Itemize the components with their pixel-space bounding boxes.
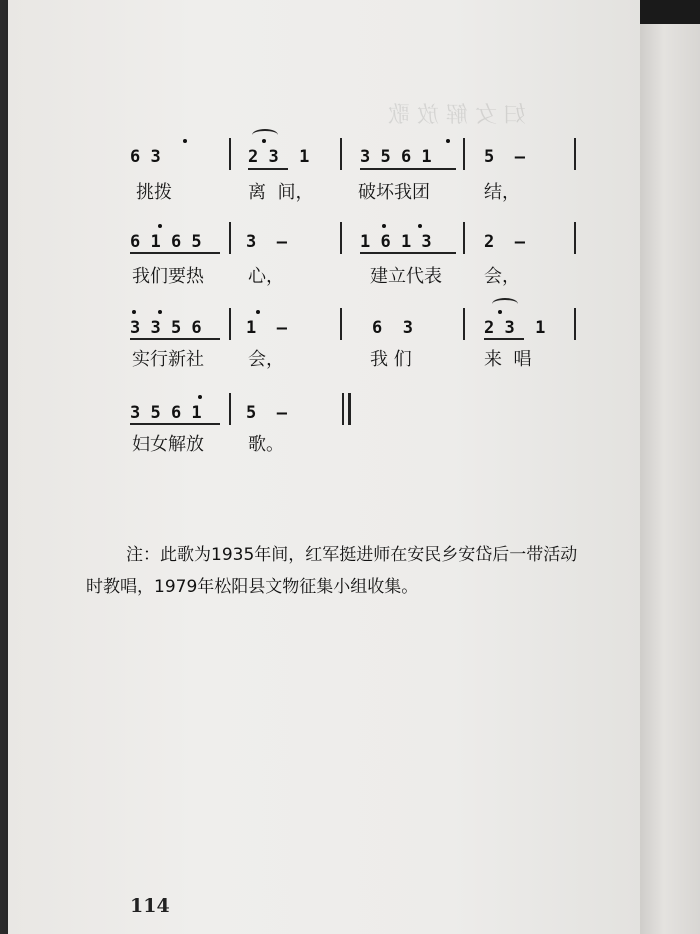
barline bbox=[229, 308, 231, 340]
beam bbox=[248, 168, 288, 170]
measure: 2 3 1 bbox=[248, 147, 310, 167]
octave-dot bbox=[132, 310, 136, 314]
octave-dot bbox=[498, 310, 502, 314]
barline bbox=[340, 308, 342, 340]
barline bbox=[229, 222, 231, 254]
measure: 1 6 1 3 bbox=[360, 232, 432, 252]
barline bbox=[463, 308, 465, 340]
lyric-line: 会， bbox=[484, 266, 520, 287]
octave-dot bbox=[382, 224, 386, 228]
lyric-line: 会， bbox=[248, 349, 284, 370]
barline bbox=[340, 138, 342, 170]
measure: 3 5 6 1 bbox=[130, 403, 202, 423]
measure: 3 — bbox=[246, 232, 287, 252]
measure: 5 — bbox=[246, 403, 287, 423]
lyric-line: 我 们 bbox=[370, 349, 412, 370]
lyric-line: 挑拨 bbox=[136, 182, 172, 203]
barline bbox=[574, 138, 576, 170]
lyric-line: 实行新社 bbox=[132, 349, 204, 370]
measure: 3 3 5 6 bbox=[130, 318, 202, 338]
measure: 2 — bbox=[484, 232, 525, 252]
barline bbox=[574, 308, 576, 340]
measure: 1 — bbox=[246, 318, 287, 338]
octave-dot bbox=[158, 224, 162, 228]
measure: 2 3 1 bbox=[484, 318, 546, 338]
beam bbox=[130, 252, 220, 254]
footnote-line-1: 注：此歌为1935年间，红军挺进师在安民乡安岱后一带活动 bbox=[126, 545, 578, 565]
final-barline bbox=[342, 393, 344, 425]
octave-dot bbox=[158, 310, 162, 314]
barline bbox=[574, 222, 576, 254]
measure: 3 5 6 1 bbox=[360, 147, 432, 167]
barline bbox=[340, 222, 342, 254]
barline bbox=[463, 138, 465, 170]
final-barline bbox=[348, 393, 351, 425]
barline bbox=[229, 393, 231, 425]
footnote-line-2: 时教唱，1979年松阳县文物征集小组收集。 bbox=[86, 577, 419, 597]
show-through-text: 妇 女 解 放 歌 bbox=[388, 103, 526, 128]
slur bbox=[492, 298, 518, 310]
octave-dot bbox=[183, 139, 187, 143]
slur bbox=[252, 129, 278, 141]
lyric-line: 歌。 bbox=[248, 434, 284, 455]
lyric-line: 破坏我团 bbox=[358, 182, 430, 203]
octave-dot bbox=[418, 224, 422, 228]
barline bbox=[463, 222, 465, 254]
beam bbox=[130, 338, 220, 340]
lyric-line: 建立代表 bbox=[370, 266, 442, 287]
octave-dot bbox=[256, 310, 260, 314]
lyric-line: 心， bbox=[248, 266, 284, 287]
measure: 6 3 bbox=[372, 318, 413, 338]
measure: 6 1 6 5 bbox=[130, 232, 202, 252]
beam bbox=[360, 168, 456, 170]
adjacent-page-edge bbox=[640, 0, 700, 934]
book-page bbox=[8, 0, 640, 934]
beam bbox=[484, 338, 524, 340]
octave-dot bbox=[198, 395, 202, 399]
barline bbox=[229, 138, 231, 170]
beam bbox=[360, 252, 456, 254]
octave-dot bbox=[446, 139, 450, 143]
beam bbox=[130, 423, 220, 425]
background-corner bbox=[640, 0, 700, 24]
lyric-line: 来 唱 bbox=[484, 349, 532, 370]
lyric-line: 我们要热 bbox=[132, 266, 204, 287]
lyric-line: 结， bbox=[484, 182, 520, 203]
lyric-line: 妇女解放 bbox=[132, 434, 204, 455]
measure: 5 — bbox=[484, 147, 525, 167]
lyric-line: 离 间， bbox=[248, 182, 314, 203]
page-number: 114 bbox=[130, 895, 170, 917]
measure: 6 3 bbox=[130, 147, 161, 167]
